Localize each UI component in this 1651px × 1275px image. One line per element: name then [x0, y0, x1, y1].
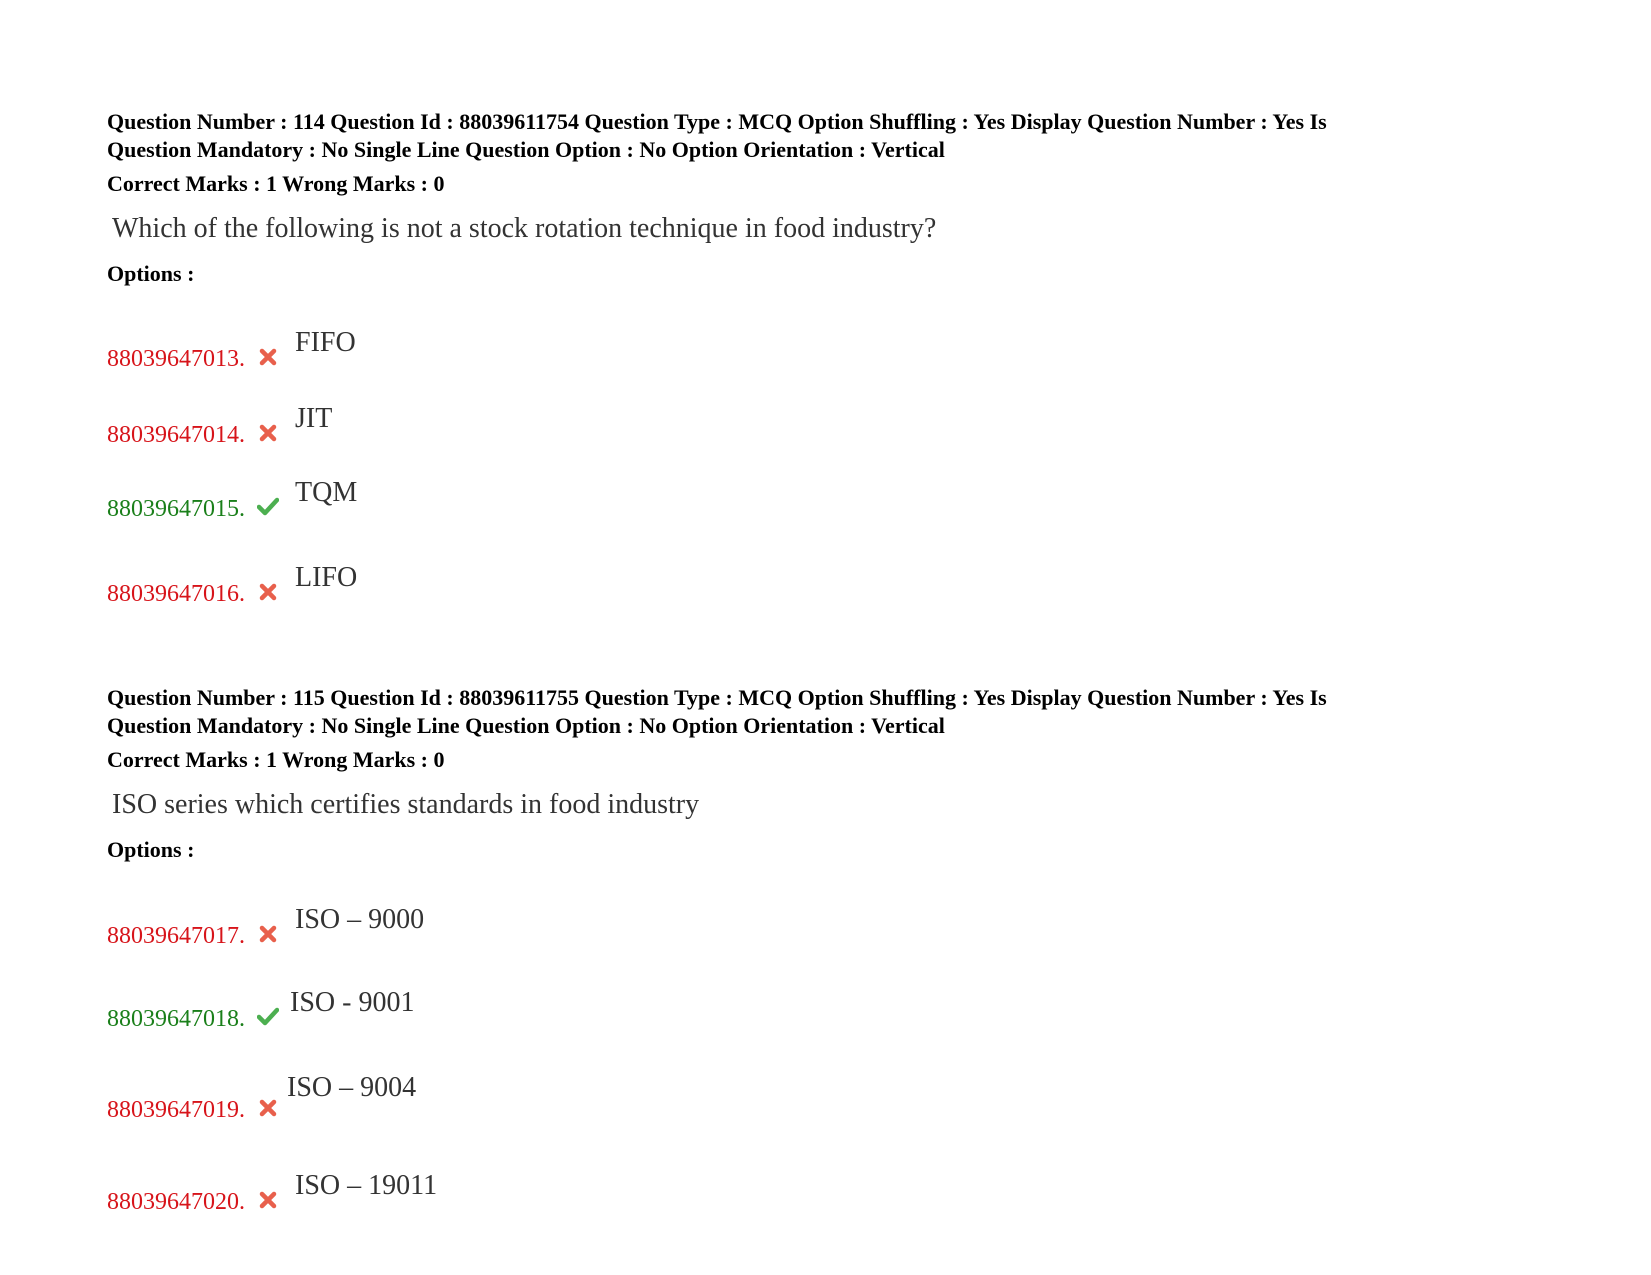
- option-item: [107, 1166, 807, 1216]
- options-label: Options :: [107, 261, 195, 286]
- option-id: 88039647014.: [107, 422, 245, 448]
- option-text: ISO – 9000: [295, 904, 425, 935]
- option-text: ISO - 9001: [290, 987, 415, 1018]
- cross-icon: [257, 582, 279, 602]
- question-block-114: [107, 108, 1527, 607]
- option-item: [107, 983, 807, 1033]
- option-text: ISO – 19011: [295, 1170, 438, 1201]
- cross-icon: [257, 1098, 279, 1118]
- option-id: 88039647013.: [107, 346, 245, 372]
- option-id: 88039647016.: [107, 581, 245, 607]
- option-item: [107, 473, 807, 523]
- check-icon: [257, 497, 279, 517]
- options-label: Options :: [107, 837, 195, 862]
- option-text: LIFO: [295, 562, 358, 593]
- option-text: ISO – 9004: [287, 1072, 417, 1103]
- option-item: [107, 323, 807, 373]
- cross-icon: [257, 347, 279, 367]
- cross-icon: [257, 423, 279, 443]
- cross-icon: [257, 1190, 279, 1210]
- question-meta: [107, 108, 1527, 164]
- option-id: 88039647015.: [107, 496, 245, 522]
- question-meta-line1: Question Number : 115 Question Id : 88039611755 Question Type : MCQ Option Shuffling : Yes Display Question Number : Yes Is: [107, 685, 1327, 710]
- check-icon: [257, 1007, 279, 1027]
- option-text: TQM: [295, 477, 358, 508]
- option-item: [107, 900, 807, 950]
- question-meta: [107, 684, 1527, 740]
- option-id: 88039647020.: [107, 1189, 245, 1215]
- option-item: [107, 399, 807, 449]
- cross-icon: [257, 924, 279, 944]
- question-meta-line2: Question Mandatory : No Single Line Question Option : No Option Orientation : Vertical: [107, 137, 945, 162]
- question-meta-line1: Question Number : 114 Question Id : 88039611754 Question Type : MCQ Option Shuffling : Yes Display Question Number : Yes Is: [107, 109, 1327, 134]
- option-item: [107, 558, 807, 608]
- question-block-115: [107, 684, 1527, 1215]
- option-id: 88039647018.: [107, 1006, 245, 1032]
- question-meta-line2: Question Mandatory : No Single Line Question Option : No Option Orientation : Vertical: [107, 713, 945, 738]
- option-id: 88039647017.: [107, 923, 245, 949]
- option-text: FIFO: [295, 327, 356, 358]
- option-item: [107, 1074, 807, 1124]
- question-text: Which of the following is not a stock rotation technique in food industry?: [112, 213, 937, 244]
- question-text: ISO series which certifies standards in food industry: [112, 789, 700, 820]
- question-marks: Correct Marks : 1 Wrong Marks : 0: [107, 171, 445, 196]
- question-marks: Correct Marks : 1 Wrong Marks : 0: [107, 747, 445, 772]
- option-id: 88039647019.: [107, 1097, 245, 1123]
- option-text: JIT: [295, 403, 333, 434]
